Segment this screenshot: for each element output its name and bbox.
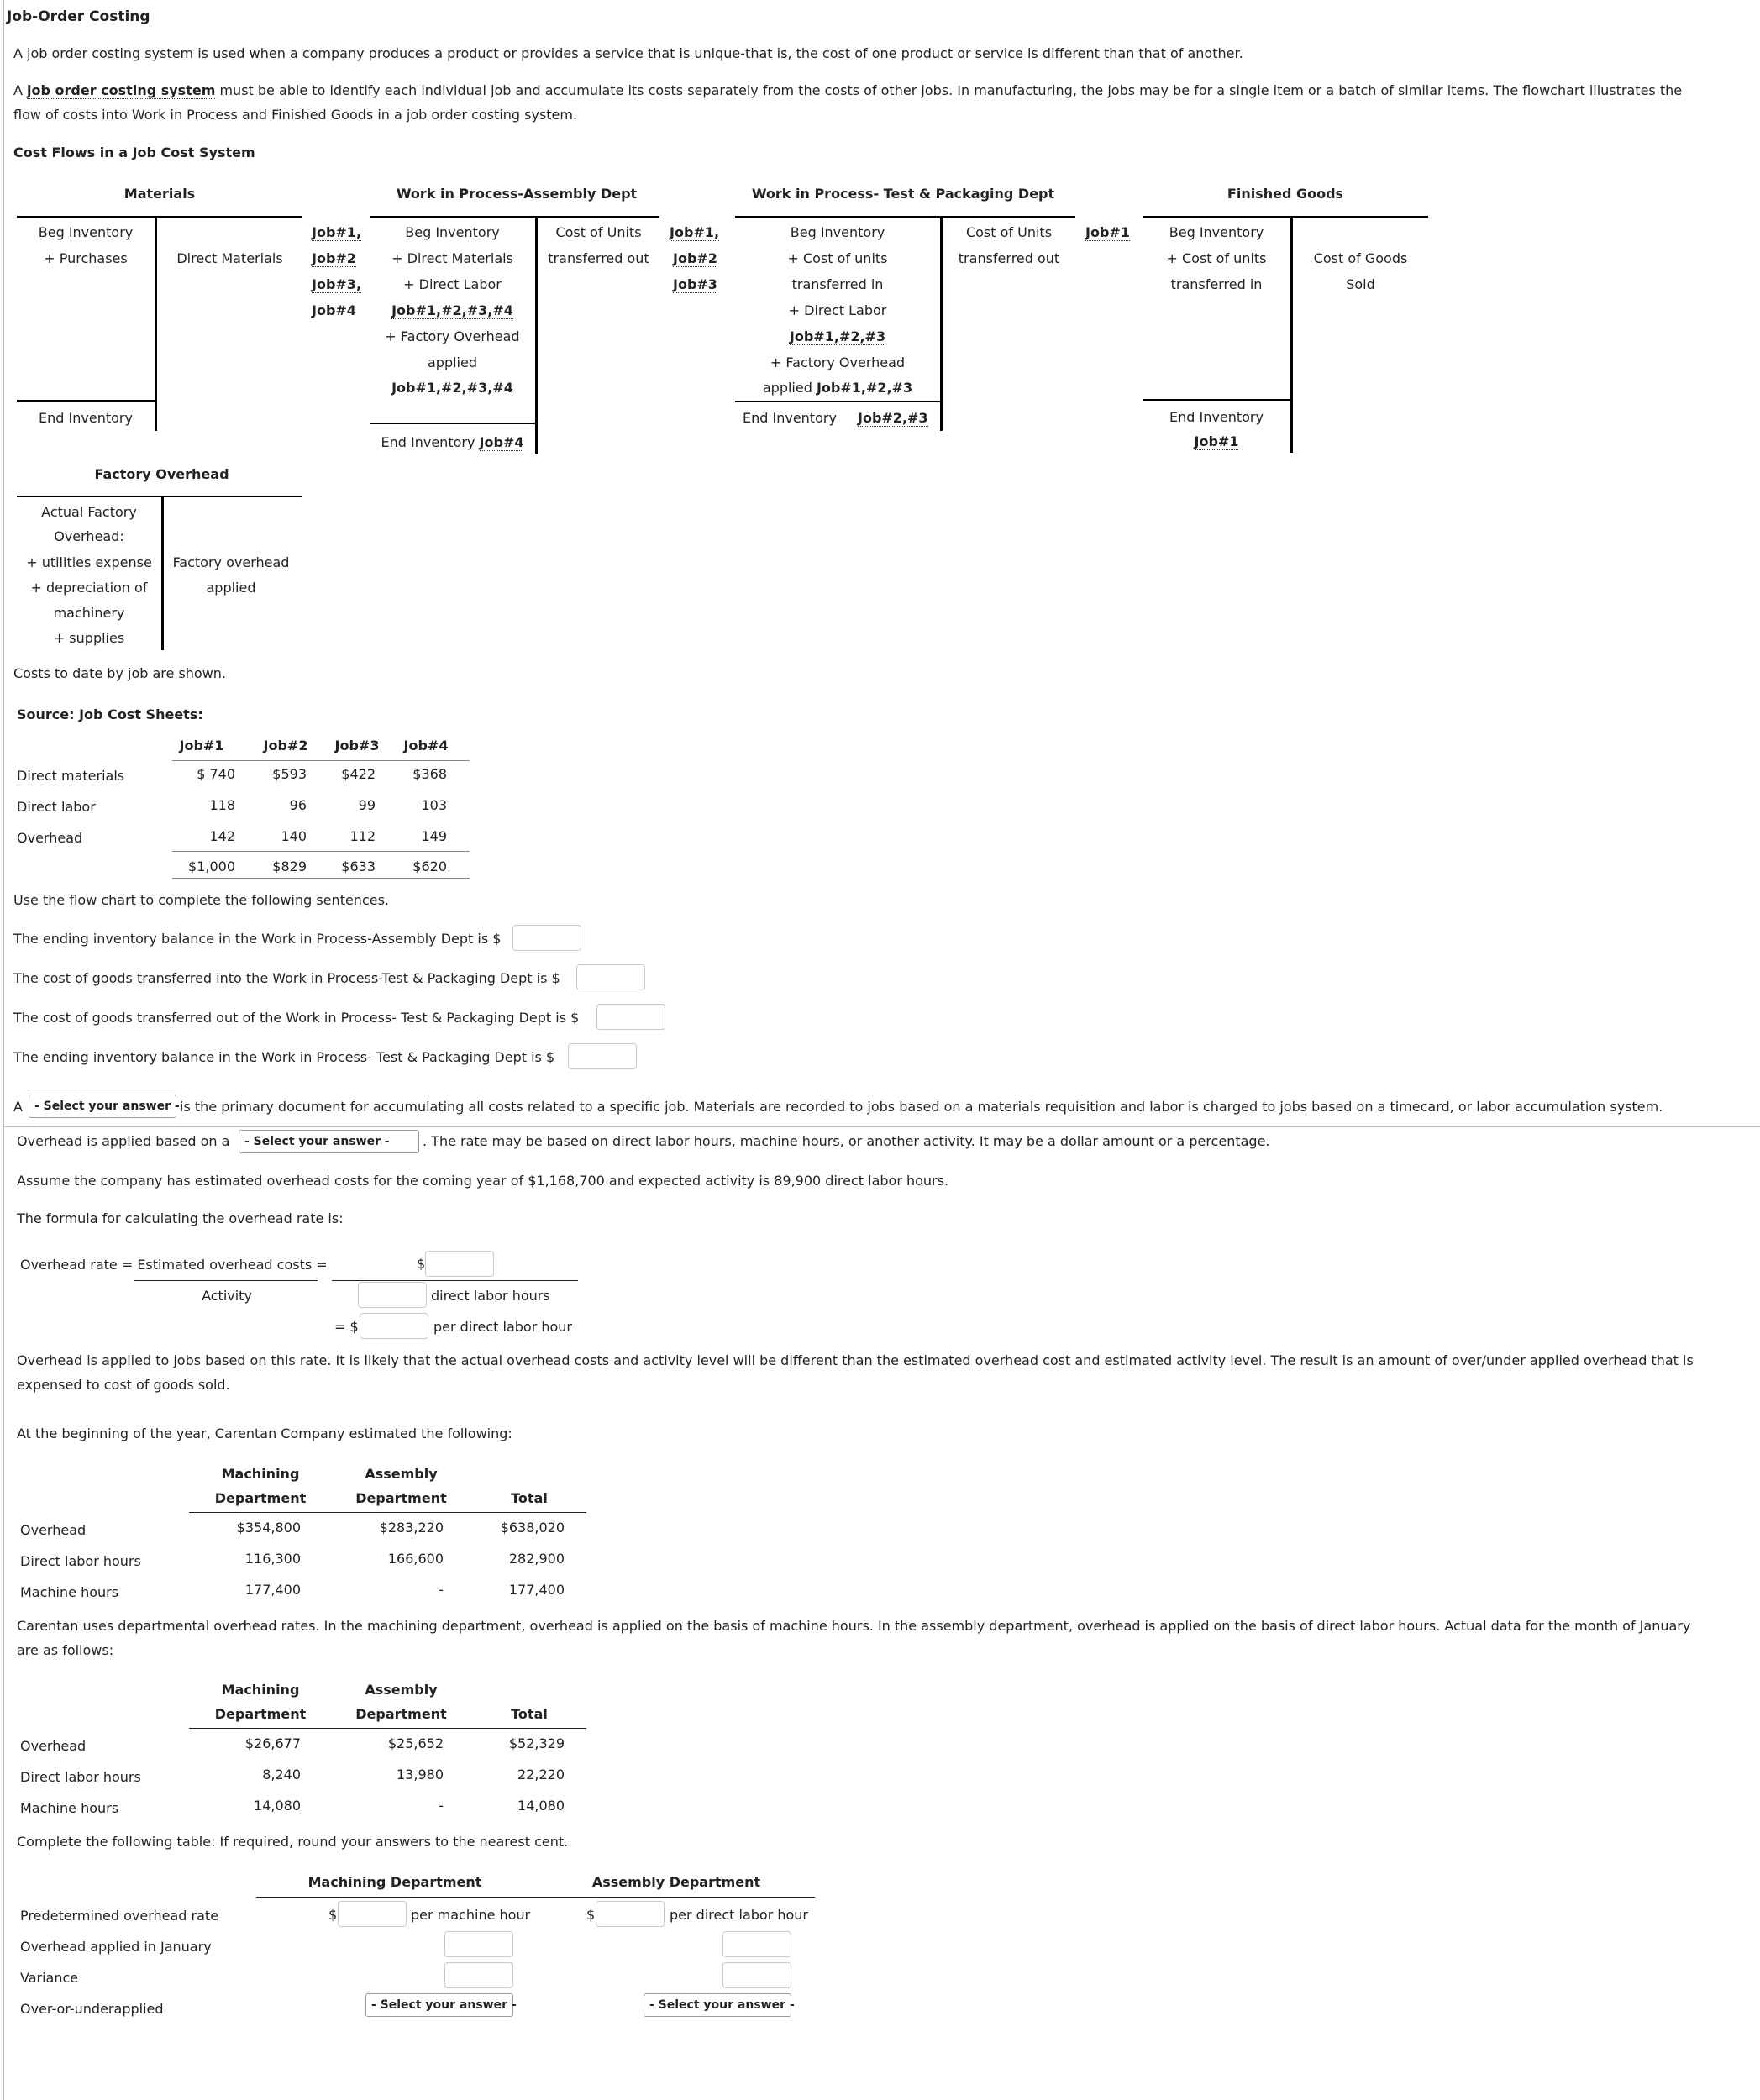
row-label: Predetermined overhead rate <box>20 1908 219 1924</box>
total-line <box>172 851 470 852</box>
end-inventory-label: End Inventory <box>381 434 475 450</box>
intro-paragraph-2-line-2: flow of costs into Work in Process and Finished Goods in a job order costing system. <box>13 107 578 123</box>
job-header: Job#1 <box>179 738 224 753</box>
row-label: Machine hours <box>20 1800 119 1816</box>
fg-cogs-2: Sold <box>1346 276 1375 292</box>
wip-test-end: End Inventory <box>743 410 837 426</box>
job-link[interactable]: Job#3 <box>673 276 717 292</box>
est-head-mach-1: Machining <box>221 1466 300 1482</box>
assembly-rate-input[interactable] <box>596 1901 665 1927</box>
wip-assembly-title: Work in Process-Assembly Dept <box>396 186 638 202</box>
cell: 103 <box>421 797 447 813</box>
sentence-2: The cost of goods transferred into the Work in Process-Test & Packaging Dept is $ <box>13 970 560 986</box>
machining-applied-input[interactable] <box>444 1931 513 1957</box>
materials-title: Materials <box>123 186 196 202</box>
fo-overhead: Overhead: <box>54 528 124 544</box>
act-head-asm-1: Assembly <box>365 1682 438 1698</box>
primary-document-select[interactable]: - Select your answer - <box>29 1095 176 1118</box>
cell: - <box>439 1798 444 1814</box>
row-label: Overhead applied in January <box>20 1939 212 1955</box>
wip-test-end-line <box>735 401 940 402</box>
fo-machinery: machinery <box>53 605 125 621</box>
job-link[interactable]: Job#4 <box>479 434 524 450</box>
est-head-total: Total <box>511 1490 548 1506</box>
cell: 149 <box>421 828 447 844</box>
cell: 177,400 <box>244 1582 301 1598</box>
row-label: Overhead <box>20 1738 87 1754</box>
wip-assembly-out-1: Cost of Units <box>555 224 642 240</box>
intro-text: A <box>13 82 28 98</box>
fg-top-line <box>1143 216 1428 218</box>
wip-assembly-end <box>370 434 535 450</box>
formula-eq: = $ <box>334 1319 359 1335</box>
activity-hours-input[interactable] <box>358 1282 427 1308</box>
job-link[interactable]: Job#1, <box>670 224 720 240</box>
est-header-line <box>189 1512 586 1513</box>
source-title: Source: Job Cost Sheets: <box>17 706 203 722</box>
wip-test-dl: + Direct Labor <box>788 302 887 318</box>
job-link[interactable]: Job#2,#3 <box>858 410 928 426</box>
fg-end-job <box>1143 433 1290 449</box>
wip-assembly-top-line <box>370 216 659 218</box>
final-head-mach: Machining Department <box>307 1874 482 1890</box>
cell: 13,980 <box>397 1767 444 1782</box>
cell: 282,900 <box>508 1551 565 1567</box>
cell: 118 <box>209 797 235 813</box>
row-label: Direct materials <box>17 768 125 784</box>
fo-applied-1: Factory overhead <box>172 554 290 570</box>
job-header: Job#3 <box>334 738 380 753</box>
cell: $52,329 <box>508 1735 565 1751</box>
materials-end: End Inventory <box>39 410 133 426</box>
fo-depreciation: + depreciation of <box>30 580 148 596</box>
sentence-4: The ending inventory balance in the Work in Process- Test & Packaging Dept is $ <box>13 1049 555 1065</box>
jobs-link[interactable]: Job#1,#2,#3 <box>816 380 913 396</box>
materials-divider <box>155 216 157 431</box>
est-head-mach-2: Department <box>214 1490 307 1506</box>
job-link[interactable]: Job#2 <box>312 250 356 266</box>
materials-purchases: + Purchases <box>44 250 128 266</box>
wip-test-out-1: Cost of Units <box>965 224 1053 240</box>
cell: $25,652 <box>387 1735 444 1751</box>
total-double-line <box>172 878 470 879</box>
wip-test-title: Work in Process- Test & Packaging Dept <box>751 186 1055 202</box>
cell: 14,080 <box>254 1798 301 1814</box>
intro-paragraph-2-line-1 <box>13 82 1682 98</box>
fg-end: End Inventory <box>1169 409 1264 425</box>
para-b-prefix: Overhead is applied based on a <box>17 1133 230 1149</box>
costs-note: Costs to date by job are shown. <box>13 665 227 681</box>
job-order-costing-system-link[interactable]: job order costing system <box>27 82 216 98</box>
row-label: Variance <box>20 1970 79 1986</box>
applied-label: applied <box>762 380 812 396</box>
per-direct-labor-hour: per direct labor hour <box>670 1907 808 1923</box>
para-a-text: is the primary document for accumulating all costs related to a specific job. Materials are recorded to jobs based on a materials requisition and labor is charged to jobs based on a timecard, or labor accumulation system. <box>180 1099 1663 1115</box>
jobs-link[interactable]: Job#1,#2,#3,#4 <box>391 380 513 396</box>
cell: $368 <box>412 766 447 782</box>
job-header-line <box>172 760 470 761</box>
wip-test-beg: Beg Inventory <box>790 224 885 240</box>
applied-text-2: expensed to cost of goods sold. <box>17 1377 230 1393</box>
page-title: Job-Order Costing <box>7 8 150 25</box>
wip-assembly-end-line <box>370 423 535 424</box>
total-cell: $829 <box>272 858 307 874</box>
materials-beg: Beg Inventory <box>38 224 134 240</box>
para-b-text: . The rate may be based on direct labor hours, machine hours, or another activity. It may be a dollar amount or a percentage. <box>423 1133 1270 1149</box>
overhead-basis-select[interactable]: - Select your answer - <box>239 1130 419 1153</box>
mach-rate-dollar: $ <box>328 1907 338 1923</box>
carentan-text-2: are as follows: <box>17 1642 114 1658</box>
fg-cogs-1: Cost of Goods <box>1313 250 1408 266</box>
wip-assembly-dm: + Direct Materials <box>391 250 513 266</box>
wip-test-foh: + Factory Overhead <box>770 354 906 370</box>
per-machine-hour: per machine hour <box>411 1907 531 1923</box>
fo-applied-2: applied <box>206 580 256 596</box>
formula-dlh: direct labor hours <box>431 1288 550 1304</box>
act-header-line <box>189 1728 586 1729</box>
cell: 22,220 <box>517 1767 565 1782</box>
materials-direct: Direct Materials <box>176 250 283 266</box>
cell: 8,240 <box>262 1767 301 1782</box>
overhead-rate-input[interactable] <box>360 1313 428 1339</box>
job-link[interactable]: Job#1 <box>1085 224 1130 240</box>
job-header: Job#4 <box>403 738 449 753</box>
wip-test-top-line <box>735 216 1075 218</box>
formula-dollar: $ <box>417 1256 426 1272</box>
complete-text: Complete the following table: If required, round your answers to the nearest cent. <box>17 1834 569 1850</box>
cell: $354,800 <box>236 1520 301 1536</box>
wip-assembly-out-2: transferred out <box>548 250 649 266</box>
transferred-out-input[interactable] <box>596 1004 665 1030</box>
row-label: Overhead <box>17 830 83 846</box>
row-label: Machine hours <box>20 1584 119 1600</box>
machining-rate-input[interactable] <box>338 1901 407 1927</box>
assembly-variance-input[interactable] <box>722 1962 791 1988</box>
cell: 96 <box>289 797 307 813</box>
wip-test-cost-in: + Cost of units <box>787 250 888 266</box>
job-link[interactable]: Job#1, <box>312 224 362 240</box>
wip-test-divider <box>940 216 943 431</box>
est-head-asm-2: Department <box>355 1490 447 1506</box>
cell: 99 <box>358 797 376 813</box>
formula-intro: The formula for calculating the overhead rate is: <box>17 1210 344 1226</box>
machining-over-under-select[interactable]: - Select your answer - <box>365 1993 513 2017</box>
row-label: Direct labor hours <box>20 1553 141 1569</box>
wip-test-applied <box>735 380 940 396</box>
cell: 112 <box>349 828 376 844</box>
cell: 177,400 <box>508 1582 565 1598</box>
sentence-1: The ending inventory balance in the Work in Process-Assembly Dept is $ <box>13 931 502 947</box>
asm-rate-dollar: $ <box>586 1907 596 1923</box>
total-cell: $1,000 <box>188 858 235 874</box>
cell: 116,300 <box>244 1551 301 1567</box>
fo-top-line <box>17 496 302 497</box>
row-label: Overhead <box>20 1522 87 1538</box>
wip-assembly-foh: + Factory Overhead <box>385 328 520 344</box>
act-head-mach-1: Machining <box>221 1682 300 1698</box>
machining-variance-input[interactable] <box>444 1962 513 1988</box>
job-link[interactable]: Job#3, <box>312 276 362 292</box>
jobs-link[interactable]: Job#1,#2,#3,#4 <box>391 302 513 318</box>
cell: 166,600 <box>387 1551 444 1567</box>
wip-assembly-jobs-foh <box>370 380 535 396</box>
wip-assembly-dl: + Direct Labor <box>403 276 502 292</box>
job-header: Job#2 <box>263 738 308 753</box>
cell: $593 <box>272 766 307 782</box>
jobs-link[interactable]: Job#1,#2,#3 <box>789 328 886 344</box>
fo-utilities: + utilities expense <box>26 554 152 570</box>
formula-underline-right <box>332 1280 578 1281</box>
assembly-over-under-select[interactable]: - Select your answer - <box>644 1993 791 2017</box>
fg-end-line <box>1143 399 1290 401</box>
formula-activity: Activity <box>202 1288 252 1304</box>
fo-actual: Actual Factory <box>41 504 137 520</box>
carentan-intro: At the beginning of the year, Carentan Company estimated the following: <box>17 1425 512 1441</box>
cell: 140 <box>281 828 307 844</box>
row-label: Direct labor <box>17 799 96 815</box>
applied-text-1: Overhead is applied to jobs based on this rate. It is likely that the actual overhead costs and activity level will be different than the estimated overhead cost and estimated activity level. The result is an amount of over/under applied overhead that is <box>17 1352 1694 1368</box>
cell: 142 <box>209 828 235 844</box>
finished-goods-title: Finished Goods <box>1227 186 1344 202</box>
act-head-mach-2: Department <box>214 1706 307 1722</box>
transferred-in-input[interactable] <box>576 964 645 990</box>
assembly-applied-input[interactable] <box>722 1931 791 1957</box>
final-head-asm: Assembly Department <box>591 1874 761 1890</box>
intro-text: must be able to identify each individual job and accumulate its costs separately from the costs of other jobs. In manufacturing, the jobs may be for a single item or a batch of similar items. The flowchart illustrates the <box>215 82 1683 98</box>
flow-title: Cost Flows in a Job Cost System <box>13 144 255 160</box>
job-link[interactable]: Job#1 <box>1194 433 1239 449</box>
job-link[interactable]: Job#2 <box>673 250 717 266</box>
para-a-prefix: A <box>13 1099 23 1115</box>
fg-transferred-in: transferred in <box>1170 276 1263 292</box>
formula-per: per direct labor hour <box>433 1319 572 1335</box>
intro-paragraph-1: A job order costing system is used when a company produces a product or provides a service that is unique-that is, the cost of one product or service is different than that of another. <box>13 45 1243 61</box>
use-flow-text: Use the flow chart to complete the following sentences. <box>13 892 390 908</box>
final-header-line <box>256 1897 815 1898</box>
fo-supplies: + supplies <box>53 630 125 646</box>
wip-assembly-ending-input[interactable] <box>512 925 581 951</box>
cell: - <box>439 1582 444 1598</box>
assume-text: Assume the company has estimated overhead costs for the coming year of $1,168,700 and expected activity is 89,900 direct labor hours. <box>17 1173 949 1189</box>
formula-underline-left <box>134 1280 318 1281</box>
row-label: Over-or-underapplied <box>20 2001 164 2017</box>
cell: $283,220 <box>379 1520 444 1536</box>
row-label: Direct labor hours <box>20 1769 141 1785</box>
wip-assembly-jobs-dl <box>370 302 535 318</box>
cell: $638,020 <box>500 1520 565 1536</box>
wip-test-jobs-dl <box>735 328 940 344</box>
est-head-asm-1: Assembly <box>365 1466 438 1482</box>
factory-overhead-title: Factory Overhead <box>94 466 229 482</box>
fg-beg: Beg Inventory <box>1169 224 1264 240</box>
wip-test-ending-input[interactable] <box>568 1043 637 1069</box>
cell: $422 <box>341 766 376 782</box>
total-cell: $633 <box>341 858 376 874</box>
cell: 14,080 <box>517 1798 565 1814</box>
formula-lhs: Overhead rate = Estimated overhead costs = <box>20 1257 328 1273</box>
estimated-overhead-input[interactable] <box>425 1251 494 1277</box>
act-head-asm-2: Department <box>355 1706 447 1722</box>
total-cell: $620 <box>412 858 447 874</box>
fg-cost-in: + Cost of units <box>1166 250 1267 266</box>
act-head-total: Total <box>511 1706 548 1722</box>
carentan-text-1: Carentan uses departmental overhead rates. In the machining department, overhead is applied on the basis of machine hours. In the assembly department, overhead is applied on the basis of direct labor hours. Actual data for the month of January <box>17 1618 1691 1634</box>
cell: $ 740 <box>197 766 235 782</box>
section-divider <box>3 1126 1760 1127</box>
cell: $26,677 <box>244 1735 301 1751</box>
materials-top-line <box>17 216 302 218</box>
wip-assembly-beg: Beg Inventory <box>405 224 500 240</box>
wip-test-transferred-in: transferred in <box>791 276 884 292</box>
materials-end-line <box>17 400 155 402</box>
job-label: Job#4 <box>312 302 356 318</box>
sentence-3: The cost of goods transferred out of the Work in Process- Test & Packaging Dept is $ <box>13 1010 580 1026</box>
wip-assembly-applied: applied <box>427 354 477 370</box>
fo-divider <box>161 496 164 650</box>
wip-test-out-2: transferred out <box>958 250 1060 266</box>
